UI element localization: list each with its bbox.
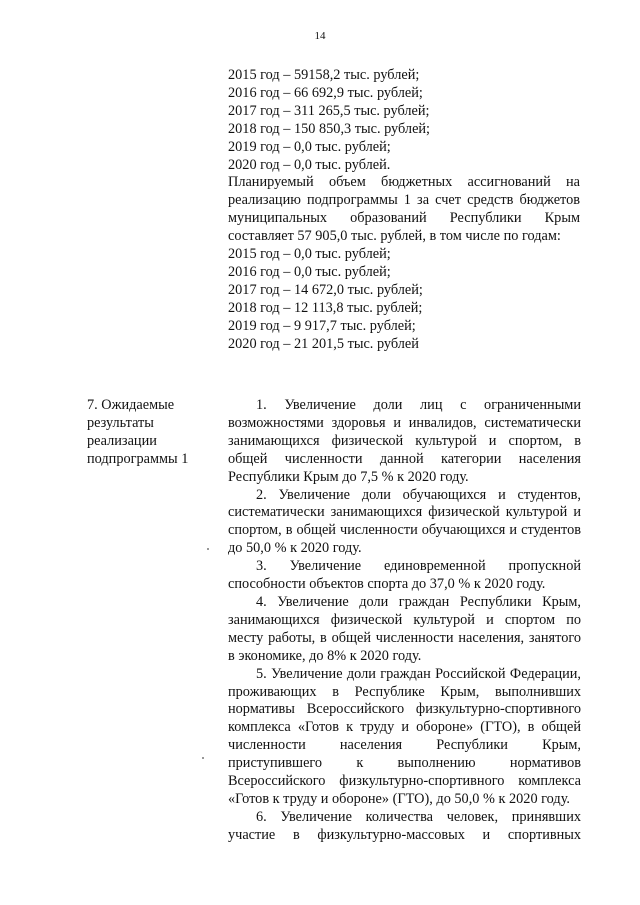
section-7-label (87, 397, 207, 469)
regional-funding-year-line: 2017 год – 311 265,5 тыс. рублей; (228, 102, 430, 119)
regional-funding-year-line: 2018 год – 150 850,3 тыс. рублей; (228, 120, 431, 137)
section-label-line: реализации (87, 432, 157, 449)
regional-funding-year-line: 2015 год – 59158,2 тыс. рублей; (228, 67, 420, 83)
result-item: 6. Увеличение количества человек, принявших участие в физкультурно-массовых и спортивных (228, 808, 581, 843)
municipal-funding-year-line: 2019 год – 9 917,7 тыс. рублей; (228, 317, 416, 334)
result-item: 2. Увеличение доли обучающихся и студентов, систематически занимающихся физической культурой и спортом, в общей численности обучающихся и студентов до 50,0 % к 2020 году. (228, 486, 581, 557)
municipal-funding-intro: Планируемый объем бюджетных ассигнований на реализацию подпрограммы 1 за счет средств бюджетов муниципальных образований Республики Крым составляет 57 905,0 тыс. рублей, в том числе по годам: (228, 174, 580, 245)
municipal-funding-year-line: 2020 год – 21 201,5 тыс. рублей (228, 335, 419, 352)
section-label-line: результаты (87, 414, 154, 431)
regional-funding-year-line: 2016 год – 66 692,9 тыс. рублей; (228, 84, 423, 101)
result-item: 1. Увеличение доли лиц с ограниченными возможностями здоровья и инвалидов, систематически занимающихся физической культурой и спортом, в общей численности данной категории населения Республики Крым до 7,5 % к 2020 году. (228, 397, 581, 485)
regional-funding-year-line: 2019 год – 0,0 тыс. рублей; (228, 138, 391, 155)
funding-block (228, 67, 580, 354)
regional-funding-year-line: 2020 год – 0,0 тыс. рублей. (228, 156, 391, 173)
result-item: 4. Увеличение доли граждан Республики Крым, занимающихся физической культурой и спортом по месту работы, в общей численности населения, занятого в экономике, до 8% к 2020 году. (228, 593, 581, 664)
section-label-line: подпрограммы 1 (87, 450, 189, 467)
municipal-funding-year-line: 2018 год – 12 113,8 тыс. рублей; (228, 299, 423, 316)
municipal-funding-year-line: 2015 год – 0,0 тыс. рублей; (228, 246, 391, 263)
scan-speck (207, 548, 209, 550)
result-item: 5. Увеличение доли граждан Российской Федерации, проживающих в Республике Крым, выполнивших нормативы Всероссийского физкультурно-спортивного комплекса «Готов к труду и обороне» (ГТО), в общей численности населения Республики Крым, приступившего к выполнению нормативов Всероссийского физкультурно-спортивного комплекса «Готов к труду и обороне» (ГТО), до 50,0 % к 2020 году. (228, 665, 581, 807)
page-number: 14 (314, 30, 326, 42)
result-item: 3. Увеличение единовременной пропускной способности объектов спорта до 37,0 % к 2020 году. (228, 558, 581, 593)
scan-speck (202, 757, 204, 759)
municipal-funding-year-line: 2016 год – 0,0 тыс. рублей; (228, 263, 391, 280)
municipal-funding-year-line: 2017 год – 14 672,0 тыс. рублей; (228, 281, 423, 298)
section-label-line: 7. Ожидаемые (87, 397, 175, 413)
expected-results-list (228, 397, 581, 845)
